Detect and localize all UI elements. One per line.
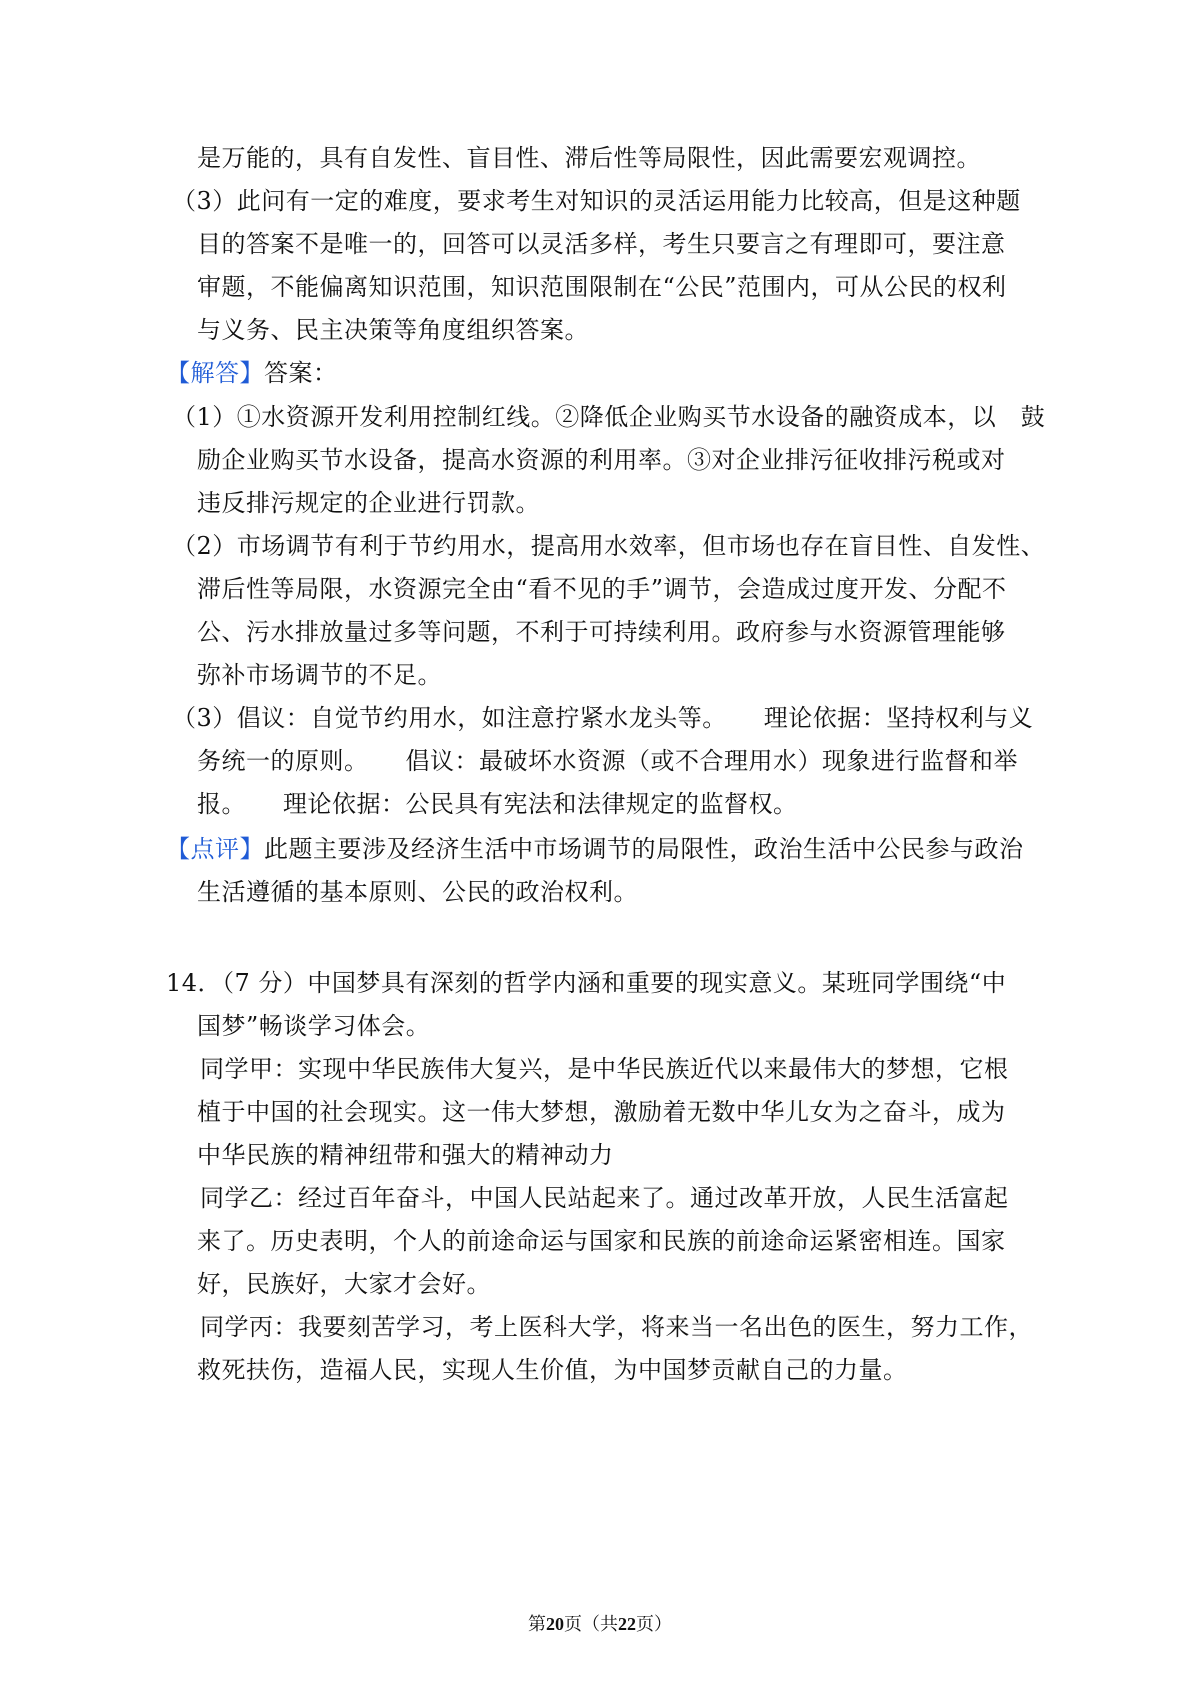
answer-2-line: 弥补市场调节的不足。 [197, 661, 442, 689]
comment-tag: 【点评】 [166, 835, 264, 863]
student-jia-line: 中华民族的精神纽带和强大的精神动力 [197, 1141, 614, 1169]
student-bing-line: 救死扶伤，造福人民，实现人生价值，为中国梦贡献自己的力量。 [197, 1356, 908, 1384]
answer-2-line: （2）市场调节有利于节约用水，提高用水效率，但市场也存在盲目性、自发性、 [172, 532, 1046, 560]
answer-2-line: 滞后性等局限，水资源完全由“看不见的手”调节，会造成过度开发、分配不 [197, 575, 1007, 603]
answer-1-line: （1）①水资源开发利用控制红线。②降低企业购买节水设备的融资成本，以 鼓 [172, 403, 1046, 431]
comment-text: 此题主要涉及经济生活中市场调节的局限性，政治生活中公民参与政治 [264, 835, 1024, 863]
answer-3-line: 务统一的原则。 倡议：最破坏水资源（或不合理用水）现象进行监督和举 [197, 747, 1018, 775]
page-number: 20 [546, 1614, 564, 1634]
comment-line: 生活遵循的基本原则、公民的政治权利。 [197, 878, 638, 906]
student-yi-line: 同学乙：经过百年奋斗，中国人民站起来了。通过改革开放，人民生活富起 [200, 1184, 1009, 1212]
analysis-line: 是万能的，具有自发性、盲目性、滞后性等局限性，因此需要宏观调控。 [197, 144, 981, 172]
comment-heading [166, 833, 1024, 865]
student-yi-line: 来了。历史表明，个人的前途命运与国家和民族的前途命运紧密相连。国家 [197, 1227, 1006, 1255]
student-jia-line: 同学甲：实现中华民族伟大复兴，是中华民族近代以来最伟大的梦想，它根 [200, 1055, 1009, 1083]
student-yi-line: 好，民族好，大家才会好。 [197, 1270, 491, 1298]
page-footer [0, 1612, 1200, 1637]
analysis-item-3-line: （3）此问有一定的难度，要求考生对知识的灵活运用能力比较高，但是这种题 [172, 187, 1021, 215]
student-bing-line: 同学丙：我要刻苦学习，考上医科大学，将来当一名出色的医生，努力工作， [200, 1313, 1033, 1341]
question-14-title: 14．（7 分）中国梦具有深刻的哲学内涵和重要的现实意义。某班同学围绕“中 [166, 969, 1007, 997]
answer-3-line: 报。 理论依据：公民具有宪法和法律规定的监督权。 [197, 790, 798, 818]
answer-3-line: （3）倡议：自觉节约用水，如注意拧紧水龙头等。 理论依据：坚持权利与义 [172, 704, 1034, 732]
analysis-item-3-line: 与义务、民主决策等角度组织答案。 [197, 316, 589, 344]
answer-heading [166, 357, 338, 389]
footer-prefix: 第 [528, 1614, 546, 1635]
student-jia-line: 植于中国的社会现实。这一伟大梦想，激励着无数中华儿女为之奋斗，成为 [197, 1098, 1006, 1126]
answer-2-line: 公、污水排放量过多等问题，不利于可持续利用。政府参与水资源管理能够 [197, 618, 1006, 646]
analysis-item-3-line: 审题，不能偏离知识范围，知识范围限制在“公民”范围内，可从公民的权利 [197, 273, 1007, 301]
analysis-item-3-line: 目的答案不是唯一的，回答可以灵活多样，考生只要言之有理即可，要注意 [197, 230, 1006, 258]
answer-1-line: 违反排污规定的企业进行罚款。 [197, 489, 540, 517]
answer-intro: 答案： [264, 359, 338, 387]
total-pages: 22 [618, 1614, 636, 1634]
answer-tag: 【解答】 [166, 359, 264, 387]
footer-mid: 页（共 [564, 1614, 618, 1635]
footer-suffix: 页） [636, 1614, 672, 1635]
answer-1-line: 励企业购买节水设备，提高水资源的利用率。③对企业排污征收排污税或对 [197, 446, 1006, 474]
question-14-title-cont: 国梦”畅谈学习体会。 [197, 1012, 431, 1040]
